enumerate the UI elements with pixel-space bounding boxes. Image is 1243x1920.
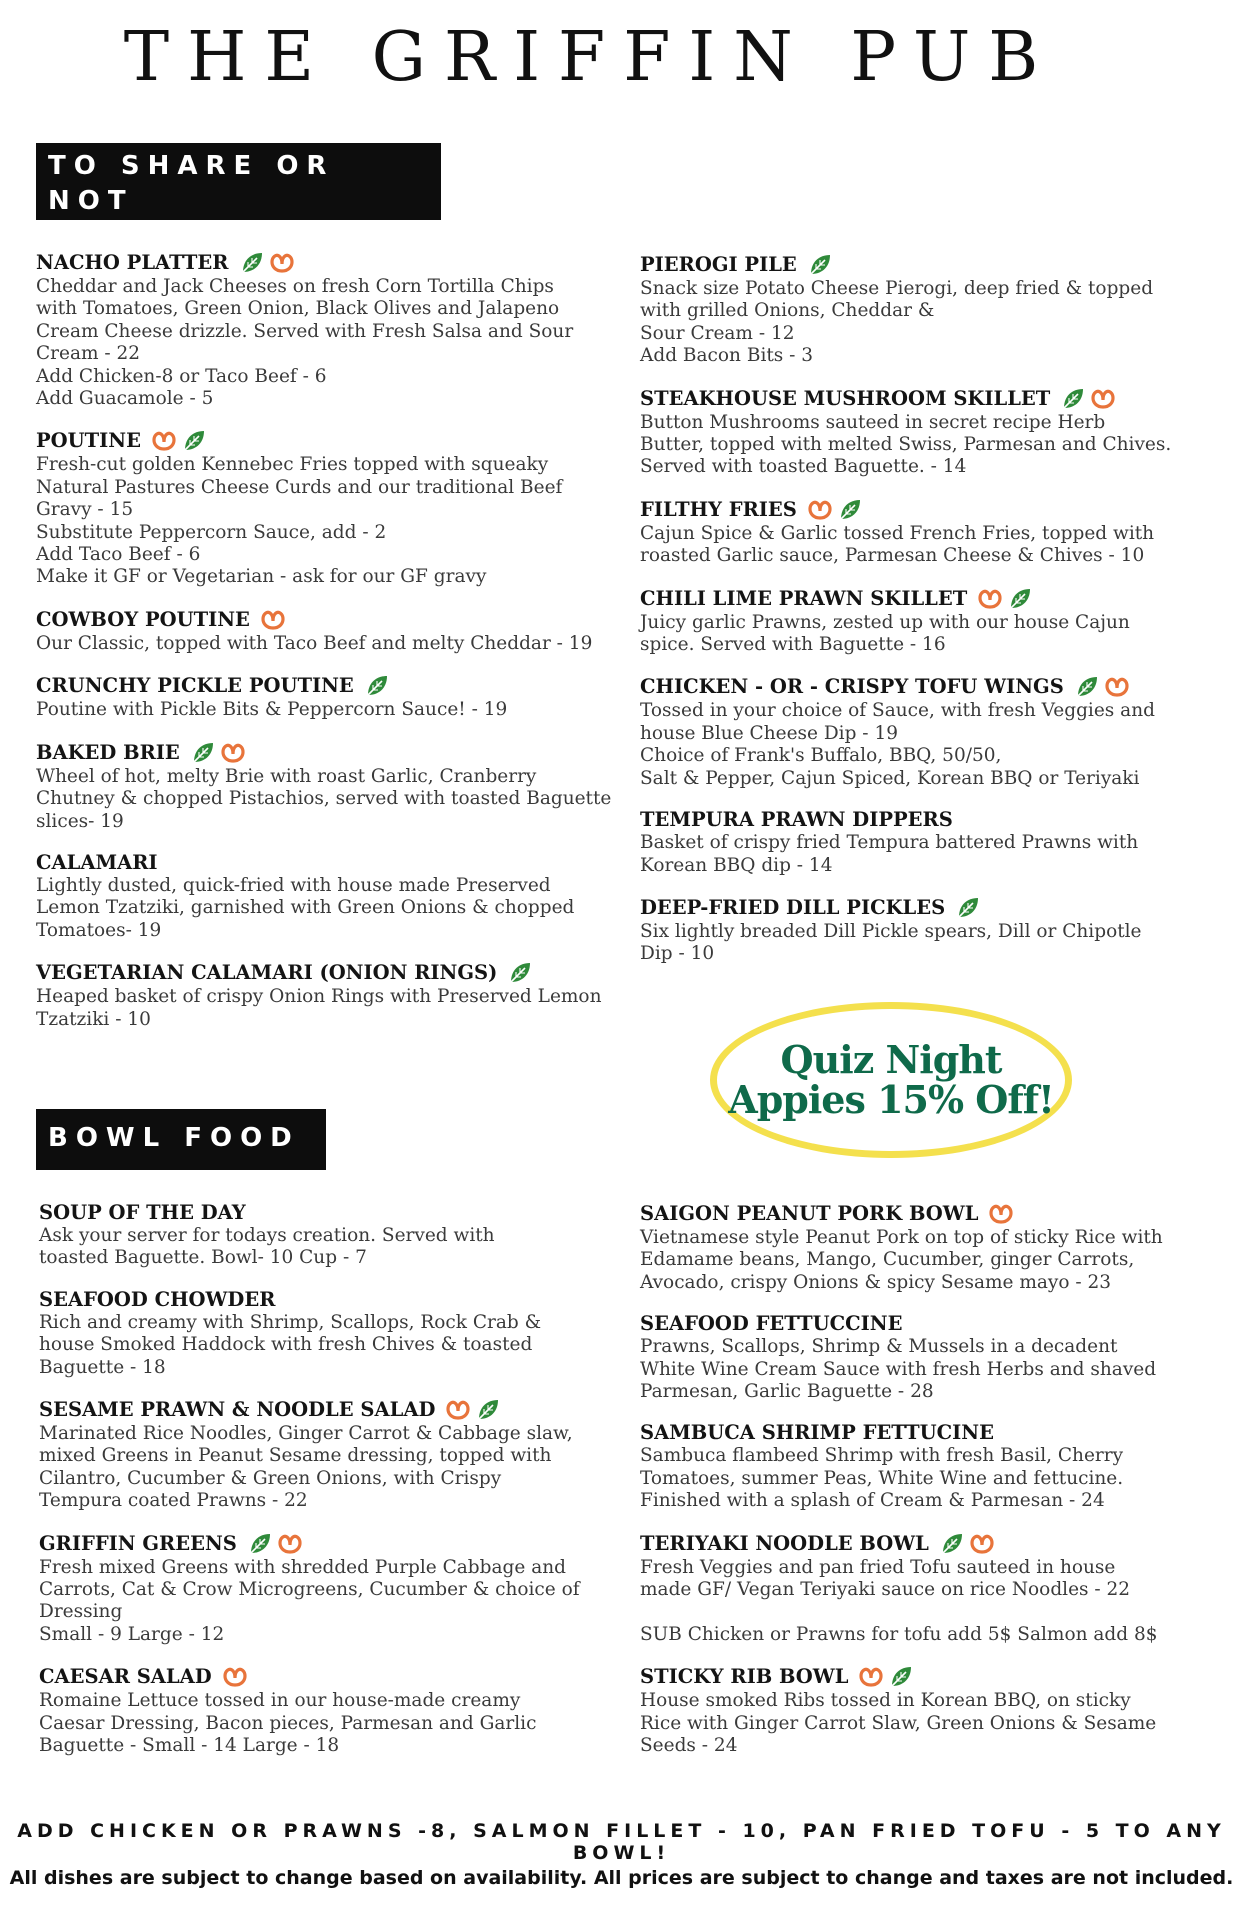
pretzel-icon xyxy=(1090,386,1116,412)
menu-item-name-text: CHILI LIME PRAWN SKILLET xyxy=(640,586,968,610)
menu-item-name-text: STEAKHOUSE MUSHROOM SKILLET xyxy=(640,386,1051,410)
menu-item-description: Six lightly breaded Dill Pickle spears, Dill or Chipotle Dip - 10 xyxy=(640,920,1142,965)
menu-item-name-text: GRIFFIN GREENS xyxy=(39,1531,237,1555)
menu-item-name-text: TEMPURA PRAWN DIPPERS xyxy=(640,808,953,832)
menu-item xyxy=(39,1664,629,1757)
menu-item-name-text: COWBOY POUTINE xyxy=(36,607,250,631)
pretzel-icon xyxy=(151,428,177,454)
menu-item-name-text: BAKED BRIE xyxy=(36,740,180,764)
pretzel-icon xyxy=(988,1201,1014,1227)
dietary-icons xyxy=(807,252,833,278)
share-right-column xyxy=(640,252,1230,984)
leaf-icon xyxy=(1007,586,1033,612)
pretzel-icon xyxy=(269,250,295,276)
menu-item-name xyxy=(39,1397,629,1423)
menu-item-description: Snack size Potato Cheese Pierogi, deep fried & topped with grilled Onions, Cheddar & Sour Cream - 12 Add Bacon Bits - 3 xyxy=(640,278,1154,367)
menu-item xyxy=(36,607,626,655)
menu-item xyxy=(640,808,1230,877)
leaf-icon xyxy=(239,250,265,276)
bowl-right-column xyxy=(640,1201,1230,1776)
menu-item-name xyxy=(36,673,626,699)
menu-item-name xyxy=(36,607,626,633)
leaf-icon xyxy=(1060,386,1086,412)
menu-item xyxy=(640,1664,1230,1757)
pretzel-icon xyxy=(977,586,1003,612)
leaf-icon xyxy=(1074,674,1100,700)
dietary-icons xyxy=(151,428,207,454)
promo-line-2: Appies 15% Off! xyxy=(728,1077,1054,1122)
dietary-icons xyxy=(260,607,286,633)
menu-item-description: Lightly dusted, quick-fried with house made Preserved Lemon Tzatziki, garnished with Green Onions & chopped Tomatoes- 19 xyxy=(36,874,575,941)
menu-item-name xyxy=(640,1664,1230,1690)
menu-item-description: Our Classic, topped with Taco Beef and melty Cheddar - 19 xyxy=(36,632,593,654)
menu-item-name xyxy=(39,1288,629,1312)
promo-line-1: Quiz Night xyxy=(780,1037,1002,1082)
dietary-icons xyxy=(977,586,1033,612)
menu-item-description: Romaine Lettuce tossed in our house-made creamy Caesar Dressing, Bacon pieces, Parmesan and Garlic Baguette - Small - 14 Large - 18 xyxy=(39,1690,537,1757)
menu-item-description: Ask your server for todays creation. Served with toasted Baguette. Bowl- 10 Cup - 7 xyxy=(39,1225,495,1269)
leaf-icon xyxy=(247,1531,273,1557)
dietary-icons xyxy=(247,1531,303,1557)
menu-item-name xyxy=(39,1201,629,1225)
dietary-icons xyxy=(445,1397,501,1423)
menu-item-name xyxy=(640,386,1230,412)
share-left-column xyxy=(36,250,626,1049)
leaf-icon xyxy=(888,1664,914,1690)
pretzel-icon xyxy=(858,1664,884,1690)
menu-item-name-text: FILTHY FRIES xyxy=(640,497,797,521)
pretzel-icon xyxy=(969,1531,995,1557)
menu-item-name-text: DEEP-FRIED DILL PICKLES xyxy=(640,895,946,919)
dietary-icons xyxy=(955,895,981,921)
menu-item-description: Tossed in your choice of Sauce, with fresh Veggies and house Blue Cheese Dip - 19 Choice of Frank's Buffalo, BBQ, 50/50, Salt & Pepper, Cajun Spiced, Korean BBQ or Teriyaki xyxy=(640,700,1155,789)
menu-item xyxy=(36,851,626,942)
leaf-icon xyxy=(364,673,390,699)
menu-item-description: Prawns, Scallops, Shrimp & Mussels in a decadent White Wine Cream Sauce with fresh Herbs and shaved Parmesan, Garlic Baguette - 28 xyxy=(640,1336,1157,1403)
menu-item-description: Wheel of hot, melty Brie with roast Garlic, Cranberry Chutney & chopped Pistachios, served with toasted Baguette slices- 19 xyxy=(36,765,612,832)
dietary-icons xyxy=(364,673,390,699)
menu-item xyxy=(640,586,1230,657)
menu-item-description: Sambuca flambeed Shrimp with fresh Basil, Cherry Tomatoes, summer Peas, White Wine and fettucine. Finished with a splash of Cream & Parmesan - 24 xyxy=(640,1445,1124,1512)
menu-item xyxy=(640,386,1230,479)
dietary-icons xyxy=(807,497,863,523)
dietary-icons xyxy=(222,1664,248,1690)
menu-item-name xyxy=(640,1201,1230,1227)
menu-item-name-text: SESAME PRAWN & NOODLE SALAD xyxy=(39,1398,436,1422)
menu-item-name xyxy=(36,250,626,276)
menu-item-description: Juicy garlic Prawns, zested up with our house Cajun spice. Served with Baguette - 16 xyxy=(640,611,1130,656)
section-title-bowl-text: BOWL FOOD xyxy=(48,1123,300,1153)
dietary-icons xyxy=(1060,386,1116,412)
menu-item-name xyxy=(640,808,1230,832)
bowl-addons-note: ADD CHICKEN OR PRAWNS -8, SALMON FILLET - 10, PAN FRIED TOFU - 5 TO ANY BOWL! xyxy=(17,1820,1226,1864)
menu-item-description: Marinated Rice Noodles, Ginger Carrot & Cabbage slaw, mixed Greens in Peanut Sesame dressing, topped with Cilantro, Cucumber & Green Onions, with Crispy Tempura coated Prawns - 22 xyxy=(39,1423,573,1512)
menu-item-name xyxy=(640,497,1230,523)
dietary-icons xyxy=(190,740,246,766)
menu-item xyxy=(36,250,626,410)
menu-item-name-text: STICKY RIB BOWL xyxy=(640,1665,849,1689)
menu-item-name-text: CRUNCHY PICKLE POUTINE xyxy=(36,674,354,698)
menu-item xyxy=(640,1531,1230,1647)
menu-item-name xyxy=(39,1664,629,1690)
menu-item-name-text: SOUP OF THE DAY xyxy=(39,1201,246,1224)
menu-item xyxy=(39,1201,629,1270)
menu-item-name xyxy=(640,1531,1230,1557)
restaurant-title: THE GRIFFIN PUB xyxy=(123,18,1057,97)
leaf-icon xyxy=(837,497,863,523)
pretzel-icon xyxy=(220,740,246,766)
menu-item-name-text: CAESAR SALAD xyxy=(39,1665,212,1689)
menu-item xyxy=(640,1421,1230,1512)
menu-item-name xyxy=(640,252,1230,278)
menu-item-description: Fresh Veggies and pan fried Tofu sauteed in house made GF/ Vegan Teriyaki sauce on rice Noodles - 22 SUB Chicken or Prawns for tofu add 5$ Salmon add 8$ xyxy=(640,1556,1158,1645)
menu-item-name xyxy=(36,428,626,454)
menu-item xyxy=(36,673,626,721)
menu-item-name xyxy=(39,1531,629,1557)
leaf-icon xyxy=(507,960,533,986)
dietary-icons xyxy=(858,1664,914,1690)
menu-item-description: Fresh-cut golden Kennebec Fries topped with squeaky Natural Pastures Cheese Curds and our traditional Beef Gravy - 15 Substitute Peppercorn Sauce, add - 2 Add Taco Beef - 6 Make it GF or Vegetarian - ask for our GF gravy xyxy=(36,454,563,588)
menu-item-name xyxy=(36,960,626,986)
menu-item xyxy=(39,1531,629,1647)
menu-item-name-text: SEAFOOD FETTUCCINE xyxy=(640,1312,903,1336)
menu-item-description: Basket of crispy fried Tempura battered Prawns with Korean BBQ dip - 14 xyxy=(640,832,1139,876)
menu-item-description: Vietnamese style Peanut Pork on top of sticky Rice with Edamame beans, Mango, Cucumber, ginger Carrots, Avocado, crispy Onions & spicy Sesame mayo - 23 xyxy=(640,1227,1163,1293)
menu-item-name-text: TERIYAKI NOODLE BOWL xyxy=(640,1531,929,1555)
menu-item-name xyxy=(640,1421,1230,1445)
pretzel-icon xyxy=(1104,674,1130,700)
menu-item xyxy=(640,895,1230,966)
menu-item-name-text: SAIGON PEANUT PORK BOWL xyxy=(640,1202,979,1225)
menu-item-name xyxy=(640,586,1230,612)
section-title-share xyxy=(36,143,441,251)
dietary-icons xyxy=(988,1201,1014,1227)
pretzel-icon xyxy=(260,607,286,633)
menu-item-name xyxy=(640,674,1230,700)
pretzel-icon xyxy=(807,497,833,523)
menu-item-name xyxy=(640,1312,1230,1336)
dietary-icons xyxy=(507,960,533,986)
menu-item xyxy=(39,1288,629,1379)
menu-item-description: Rich and creamy with Shrimp, Scallops, Rock Crab & house Smoked Haddock with fresh Chives & toasted Baguette - 18 xyxy=(39,1311,542,1378)
menu-item xyxy=(36,428,626,588)
menu-item xyxy=(640,252,1230,368)
leaf-icon xyxy=(807,252,833,278)
menu-item-name-text: PIEROGI PILE xyxy=(640,253,797,276)
menu-item-name xyxy=(640,895,1230,921)
menu-item-name-text: NACHO PLATTER xyxy=(36,251,229,274)
leaf-icon xyxy=(955,895,981,921)
pretzel-icon xyxy=(222,1664,248,1690)
menu-item-description: Heaped basket of crispy Onion Rings with Preserved Lemon Tzatziki - 10 xyxy=(36,986,602,1030)
menu-item-name xyxy=(36,740,626,766)
dietary-icons xyxy=(1074,674,1130,700)
section-title-share-text: TO SHARE OR NOT TO SHARE xyxy=(48,151,335,251)
menu-item-description: Cajun Spice & Garlic tossed French Fries, topped with roasted Garlic sauce, Parmesan Cheese & Chives - 10 xyxy=(640,522,1155,567)
menu-item-description: Poutine with Pickle Bits & Peppercorn Sauce! - 19 xyxy=(36,699,508,721)
section-title-bowl xyxy=(36,1109,326,1170)
menu-item xyxy=(39,1397,629,1513)
menu-item xyxy=(640,497,1230,568)
dietary-icons xyxy=(939,1531,995,1557)
menu-item-name-text: CALAMARI xyxy=(36,850,158,874)
quiz-night-promo xyxy=(710,1002,1072,1158)
menu-item-name-text: SEAFOOD CHOWDER xyxy=(39,1287,276,1311)
menu-item-name-text: SAMBUCA SHRIMP FETTUCINE xyxy=(640,1421,994,1445)
leaf-icon xyxy=(939,1531,965,1557)
dietary-icons xyxy=(239,250,295,276)
menu-item-name-text: CHICKEN - OR - CRISPY TOFU WINGS xyxy=(640,675,1064,699)
menu-item-description: Fresh mixed Greens with shredded Purple Cabbage and Carrots, Cat & Crow Microgreens, Cucumber & choice of Dressing Small - 9 Large - 12 xyxy=(39,1556,580,1645)
menu-item xyxy=(36,740,626,833)
bowl-left-column xyxy=(39,1201,629,1776)
leaf-icon xyxy=(475,1397,501,1423)
menu-item-description: Cheddar and Jack Cheeses on fresh Corn Tortilla Chips with Tomatoes, Green Onion, Black Olives and Jalapeno Cream Cheese drizzle. Served with Fresh Salsa and Sour Cream - 22 Add Chicken-8 or Taco Beef - 6 Add Guacamole - 5 xyxy=(36,276,574,410)
disclaimer: All dishes are subject to change based on availability. All prices are subject to change and taxes are not included. xyxy=(9,1867,1234,1889)
pretzel-icon xyxy=(277,1531,303,1557)
menu-item-name-text: POUTINE xyxy=(36,429,141,453)
menu-item xyxy=(640,674,1230,790)
menu-item-description: Button Mushrooms sauteed in secret recipe Herb Butter, topped with melted Swiss, Parmesan and Chives. Served with toasted Baguette. - 14 xyxy=(640,411,1172,478)
menu-item-name xyxy=(36,851,626,875)
leaf-icon xyxy=(190,740,216,766)
menu-item xyxy=(640,1312,1230,1403)
menu-item-name-text: VEGETARIAN CALAMARI (ONION RINGS) xyxy=(36,961,498,985)
menu-item xyxy=(640,1201,1230,1294)
leaf-icon xyxy=(181,428,207,454)
menu-item xyxy=(36,960,626,1031)
pretzel-icon xyxy=(445,1397,471,1423)
menu-item-description: House smoked Ribs tossed in Korean BBQ, on sticky Rice with Ginger Carrot Slaw, Green Onions & Sesame Seeds - 24 xyxy=(640,1690,1157,1757)
